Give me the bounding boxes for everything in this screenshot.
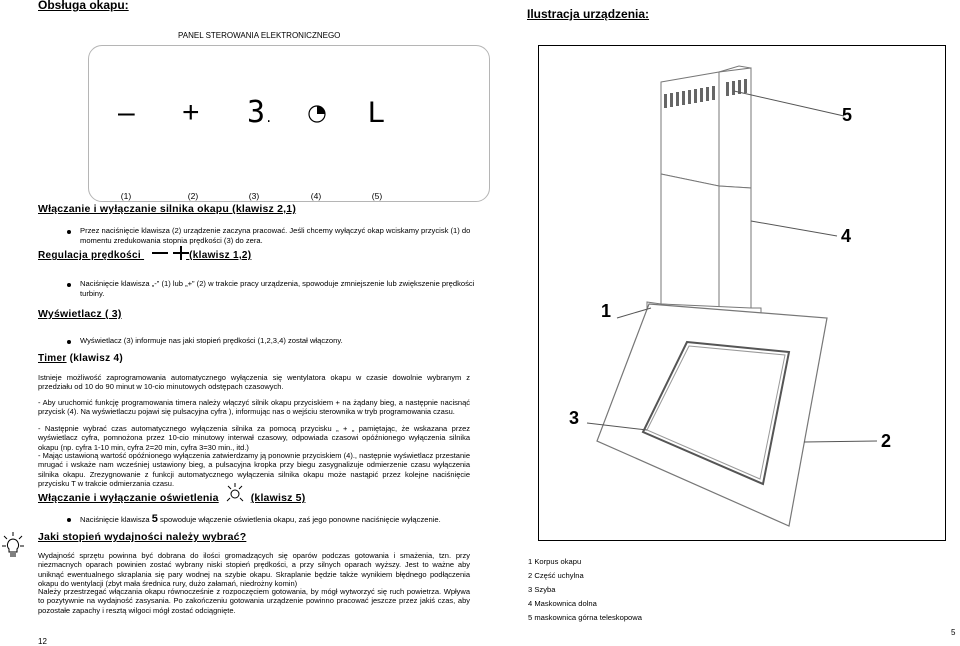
bullet [67, 230, 71, 234]
legend-item-1: 1 Korpus okapu [528, 557, 582, 566]
timer-text-1: Istnieje możliwość zaprogramowania automatycznego wyłączenia się wentylatora okapu w czasie dowolnie wybranym z przedziału od 10 do 90 minut w 10-cio minutowych odstępach czasowych. [38, 373, 470, 392]
panel-title: PANEL STEROWANIA ELEKTRONICZNEGO [178, 31, 341, 40]
timer-text-3: - Następnie wybrać czas automatycznego wyłączenia silnika za pomocą przycisku „ + „ pamiętając, że wskazana przez wyświetlacz cyfra, pomnożona przez 10-cio minutowy interwał czasowy, odpowiada czasowi opóźnionego wyłączenia silnika okapu (np. cyfra 1-10 min, cyfra 2=20 min, cyfra 3=30 min., itd.) [38, 424, 470, 452]
motor-text: Przez naciśnięcie klawisza (2) urządzenie zaczyna pracować. Jeśli chcemy wyłączyć okap wciskamy przycisk (1) do momentu zredukowania stopnia prędkości (3) do zera. [80, 226, 471, 245]
display-text: Wyświetlacz (3) informuje nas jaki stopień prędkości (1,2,3,4) został włączony. [80, 336, 343, 345]
minus-plus-icon [151, 245, 191, 261]
efficiency-heading: Jaki stopień wydajności należy wybrać? [38, 531, 247, 543]
lamp-icon [226, 483, 244, 505]
right-column-title: Ilustracja urządzenia: [527, 7, 650, 21]
legend-item-5: 5 maskownica górna teleskopowa [528, 613, 642, 622]
callout-4: 4 [841, 226, 852, 246]
speed-text: Naciśnięcie klawisza „-” (1) lub „+” (2) w trakcie pracy urządzenia, spowoduje zmniejszenie lub zwiększenie prędkości turbiny. [80, 279, 475, 298]
label-2: (2) [187, 191, 199, 201]
timer-icon [307, 104, 327, 124]
label-5: (5) [371, 191, 383, 201]
callout-1: 1 [601, 301, 612, 321]
callout-5: 5 [842, 105, 853, 125]
efficiency-text-2: Należy przestrzegać włączania okapu równocześnie z rozpoczęciem gotowania, by mógł wytworzyć się ruch powietrza. Wpływa to pozytywnie na wydajność zasysania. Po zakończeniu gotowania urządzenie powinno pracować jeszcze przez jakiś czas, aby pozostałe zapachy i resztą wilgoci mógł zostać odciągnięte. [38, 587, 470, 615]
left-column-title: Obsługa okapu: [38, 0, 129, 12]
legend-item-4: 4 Maskownica dolna [528, 599, 597, 608]
motor-heading: Włączanie i wyłączanie silnika okapu (klawisz 2,1) [38, 203, 297, 215]
display-heading: Wyświetlacz ( 3) [38, 308, 122, 320]
minus-symbol: – [118, 96, 135, 129]
timer-text-2: - Aby uruchomić funkcję programowania timera należy włączyć silnik okapu przyciskiem + na żądany bieg, a następnie nacisnąć przycisk (4). Na wyświetlaczu pojawi się pulsacyjna cyfra ), informując nas o wejściu sterownika w tryb programowania czasu. [38, 398, 470, 417]
lighting-heading: Włączanie i wyłączanie oświetlenia (klawisz 5) [38, 492, 306, 504]
timer-text-4: - Mając ustawioną wartość opóźnionego wyłączenia zatwierdzamy ją ponownie przyciskiem (4)., następnie wyświetlacz przestanie mrugać i wskaże nam wcześniej ustawiony bieg, a pulsacyjna kropka przy biegu zasygnalizuje odmierzenie czasu wyłączenia silnika okapu. Zrezygnowanie z funkcji automatycznego wyłączenia silnika okapu może nastąpić przez kolejne naciśnięcie przycisku T w trakcie odmierzania czasu. [38, 451, 470, 488]
callout-2: 2 [881, 431, 892, 451]
control-panel [88, 45, 490, 202]
efficiency-text-1: Wydajność sprzętu powinna być dobrana do ilości gromadzących się oparów podczas gotowania i smażenia, tzn. przy niezmacnych oparach powinien zostać wybrany niski stopień prędkości, a przy silnych oparach wyższy. Jest to ważne aby uniknąć ewentualnego skraplania się pary wodnej na szybie okapu. Skraplanie będzie także wynikiem błędnego podłączenia okapu do wentylacji (zbyt mała średnica rury, dużo załamań, niedrożny komin) [38, 551, 470, 588]
bullet [67, 518, 71, 522]
plus-symbol: + [182, 96, 200, 129]
range-hood-drawing [539, 46, 945, 540]
label-3: (3) [248, 191, 260, 201]
lighting-text: Naciśnięcie klawisza 5 spowoduje włączenie oświetlenia okapu, zaś jego ponowne naciśnięcie wyłączenie. [80, 513, 441, 525]
bullet [67, 283, 71, 287]
callout-3: 3 [569, 408, 580, 428]
light-symbol: L [368, 96, 385, 129]
label-4: (4) [310, 191, 322, 201]
label-1: (1) [120, 191, 132, 201]
page-number-right: 5 [951, 628, 956, 637]
lightbulb-icon [2, 532, 24, 560]
display-digit: 3. [247, 95, 273, 130]
legend-item-2: 2 Część uchylna [528, 571, 584, 580]
speed-heading: Regulacja prędkości (klawisz 1,2) [38, 250, 252, 261]
illustration-frame [538, 45, 946, 541]
legend-item-3: 3 Szyba [528, 585, 556, 594]
bullet [67, 340, 71, 344]
timer-heading: Timer (klawisz 4) [38, 353, 123, 364]
page-number-left: 12 [38, 637, 47, 646]
